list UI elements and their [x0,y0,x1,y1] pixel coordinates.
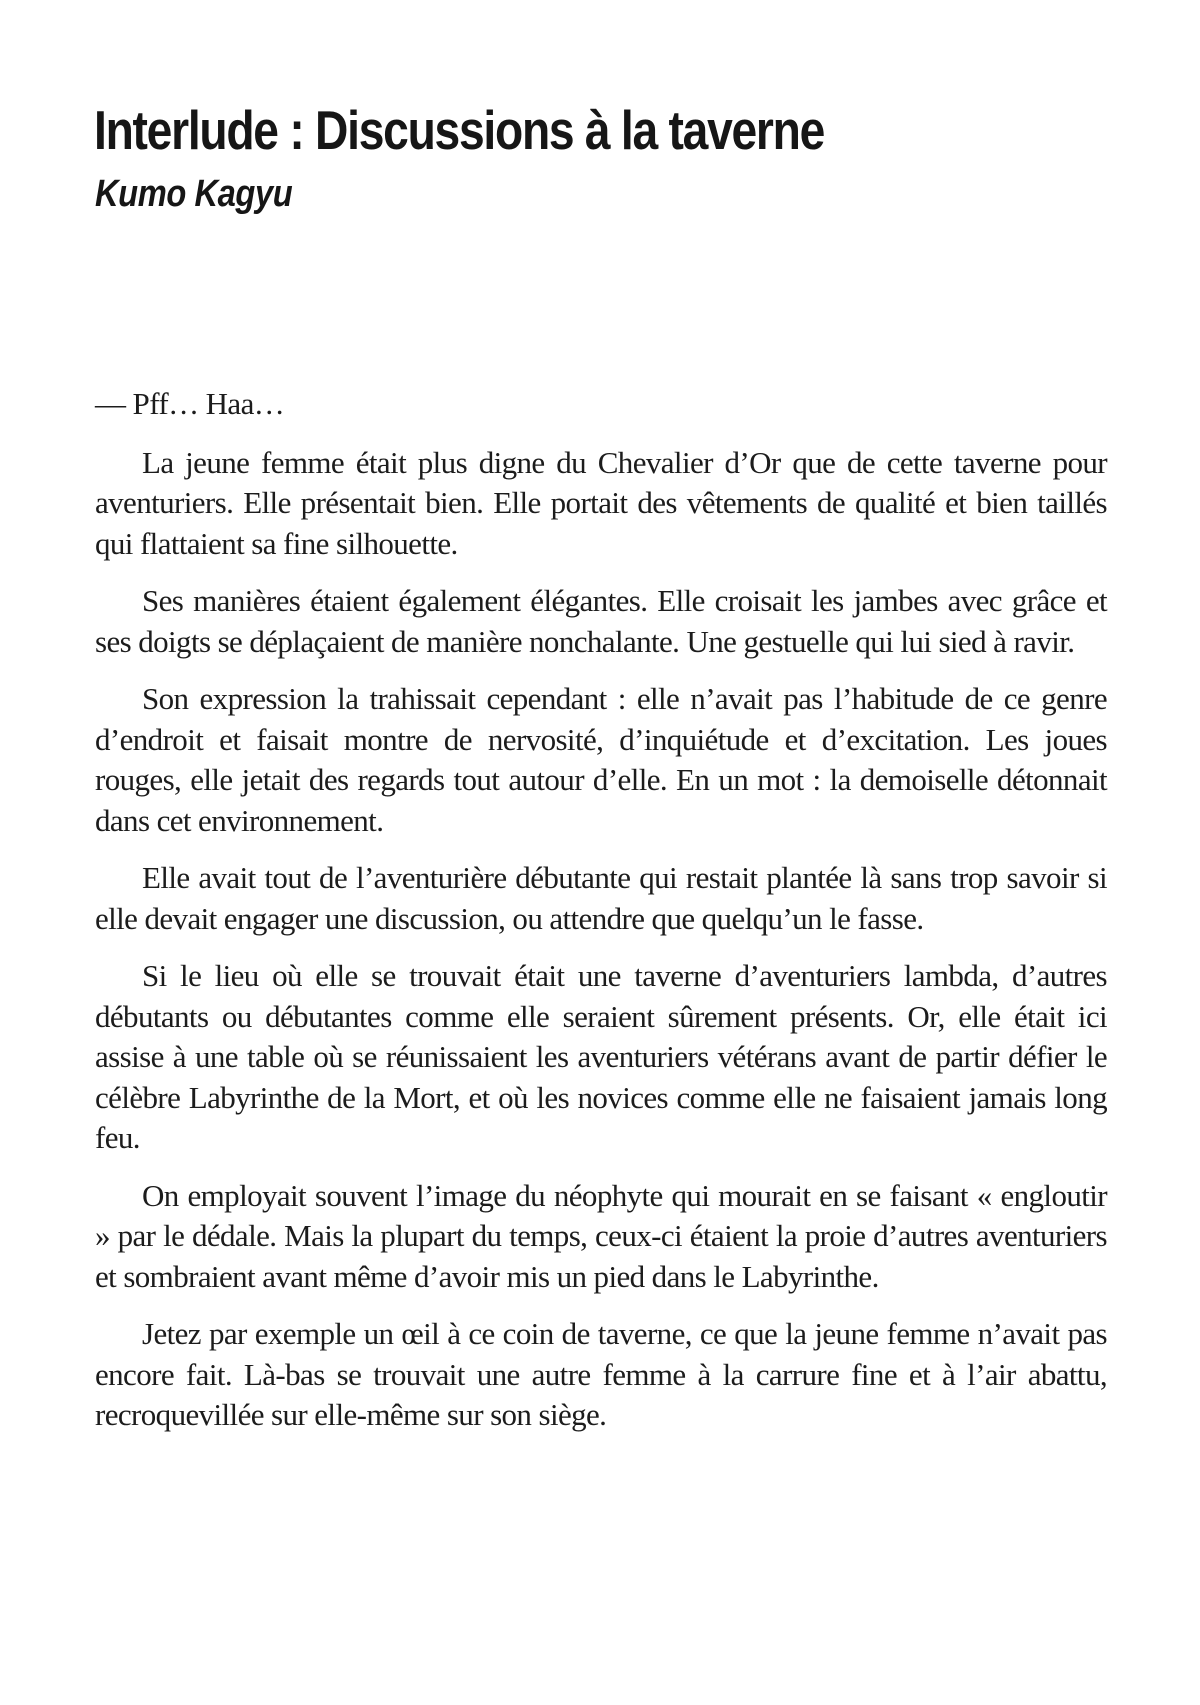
chapter-body [95,384,1107,1453]
dialogue-line: — Pff… Haa… [95,386,285,421]
paragraph: Jetez par exemple un œil à ce coin de taverne, ce que la jeune femme n’avait pas encore fait. Là-bas se trouvait une autre femme à la carrure fine et à l’air abattu, recroquevillée sur elle-même sur son siège. [95,1316,1107,1432]
paragraph: Elle avait tout de l’aventurière débutante qui restait plantée là sans trop savoir si elle devait engager une discussion, ou attendre que quelqu’un le fasse. [95,860,1107,936]
chapter-title: Interlude : Discussions à la taverne [94,99,825,161]
chapter-author: Kumo Kagyu [95,173,293,215]
paragraph: On employait souvent l’image du néophyte qui mourait en se faisant « engloutir » par le dédale. Mais la plupart du temps, ceux-ci étaient la proie d’autres aventuriers et sombraient avant même d’avoir mis un pied dans le Labyrinthe. [95,1177,1107,1294]
paragraph: Ses manières étaient également élégantes. Elle croisait les jambes avec grâce et ses doigts se déplaçaient de manière nonchalante. Une gestuelle qui lui sied à ravir. [95,583,1107,659]
paragraph: Si le lieu où elle se trouvait était une taverne d’aventuriers lambda, d’autres débutants ou débutantes comme elle seraient sûrement présents. Or, elle était ici assise à une table où se réunissaient les aventuriers vétérans avant de partir défier le célèbre Labyrinthe de la Mort, et où les novices comme elle ne faisaient jamais long feu. [95,958,1107,1155]
paragraph: Son expression la trahissait cependant : elle n’avait pas l’habitude de ce genre d’endroit et faisait montre de nervosité, d’inquiétude et d’excitation. Les joues rouges, elle jetait des regards tout autour d’elle. En un mot : la demoiselle détonnait dans cet environnement. [95,681,1107,838]
paragraph: La jeune femme était plus digne du Chevalier d’Or que de cette taverne pour aventuriers. Elle présentait bien. Elle portait des vêtements de qualité et bien taillés qui flattaient sa fine silhouette. [95,444,1107,561]
